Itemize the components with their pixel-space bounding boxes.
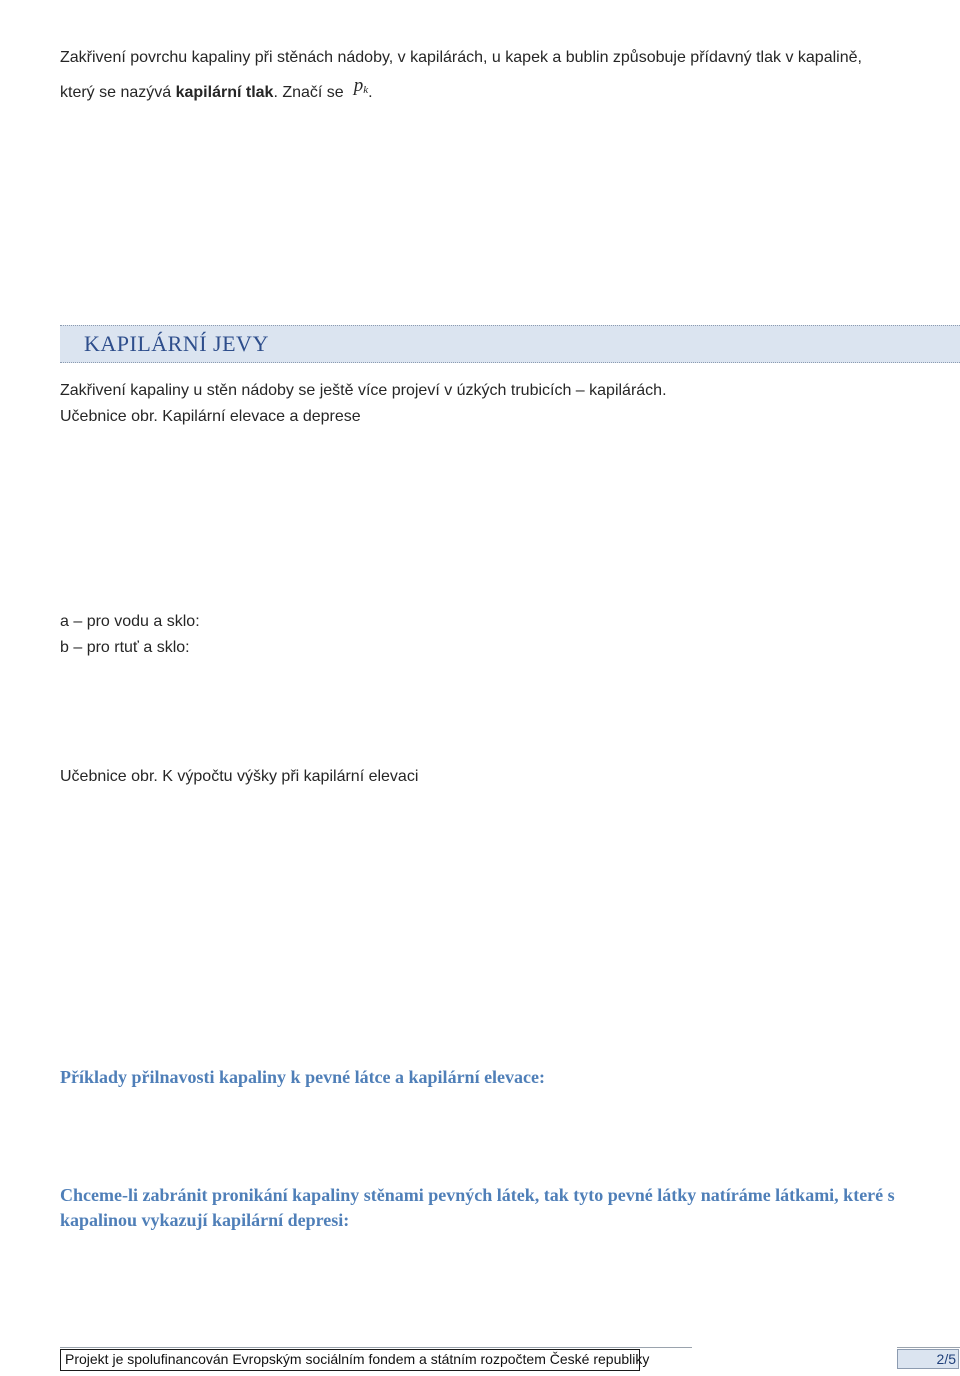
intro-line-2 xyxy=(60,75,373,105)
footer-rule-left xyxy=(60,1347,692,1348)
pk-symbol xyxy=(354,75,368,96)
section-text-1: Zakřivení kapaliny u stěn nádoby se ještě více projeví v úzkých trubicích – kapilárách. xyxy=(60,382,667,399)
page-number: 2/5 xyxy=(936,1351,956,1367)
section-text-3: Učebnice obr. K výpočtu výšky při kapilární elevaci xyxy=(60,768,419,785)
section-text-2: Učebnice obr. Kapilární elevace a deprese xyxy=(60,408,361,425)
intro-line-2-prefix: který se nazývá xyxy=(60,84,176,101)
item-a: a – pro vodu a sklo: xyxy=(60,613,200,630)
examples-heading: Příklady přilnavosti kapaliny k pevné látce a kapilární elevace: xyxy=(60,1067,546,1087)
section-heading: KAPILÁRNÍ JEVY xyxy=(84,331,269,356)
pk-symbol-main: p xyxy=(353,75,364,96)
capillary-depression-heading: Chceme-li zabránit pronikání kapaliny stěnami pevných látek, tak tyto pevné látky natíráme látkami, které s kapalinou vykazují kapilární depresi: xyxy=(60,1185,895,1230)
kapilarni-tlak-term: kapilární tlak xyxy=(175,84,274,101)
intro-line-1: Zakřivení povrchu kapaliny při stěnách nádoby, v kapilárách, u kapek a bublin způsobuje přídavný tlak v kapalině, xyxy=(60,49,862,66)
footer-text: Projekt je spolufinancován Evropským sociálním fondem a státním rozpočtem České republiky xyxy=(65,1351,650,1367)
footer-rule-right xyxy=(897,1347,960,1348)
intro-line-2-mid: . Značí se xyxy=(273,84,344,101)
pk-symbol-sub: k xyxy=(363,84,369,96)
intro-line-2-end: . xyxy=(368,84,373,101)
item-b: b – pro rtuť a sklo: xyxy=(60,639,190,656)
